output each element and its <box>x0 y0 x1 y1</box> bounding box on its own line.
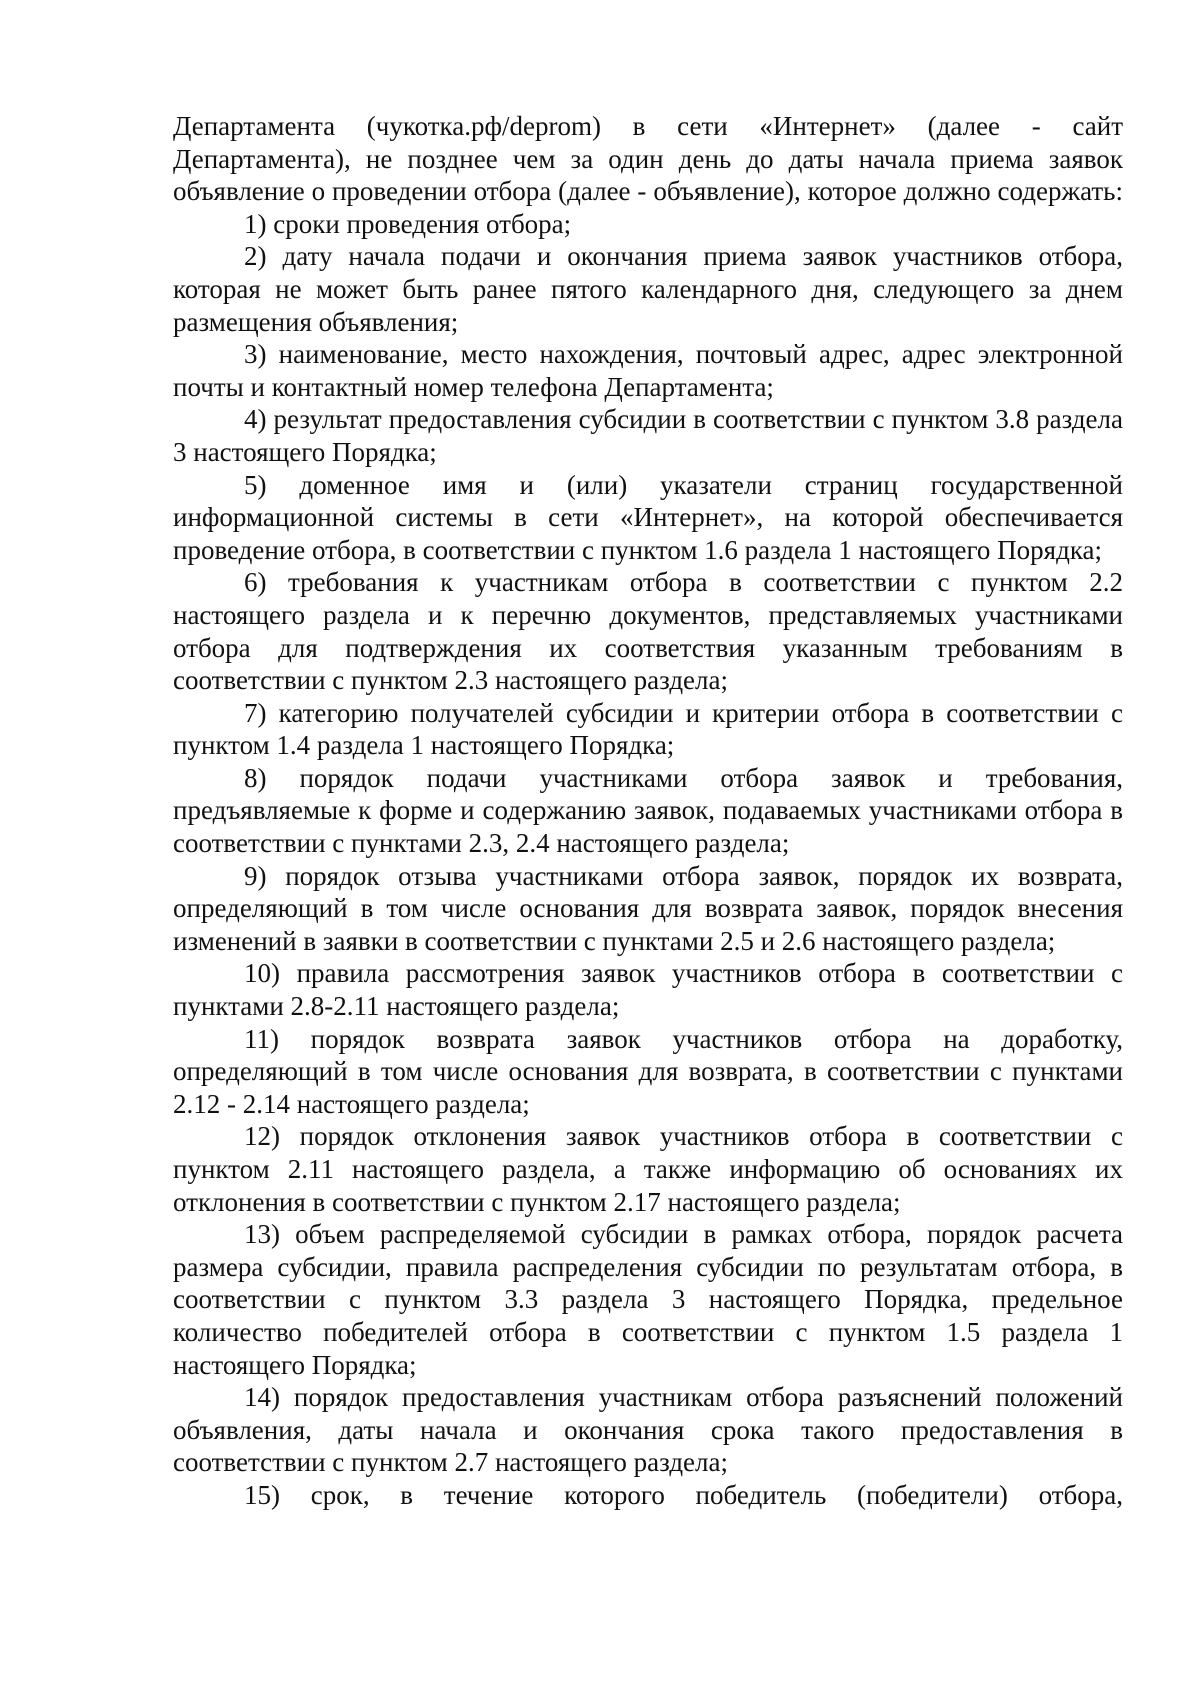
list-item-6: 6) требования к участникам отбора в соответствии с пунктом 2.2 настоящего раздела и к перечню документов, представляемых участниками отбора для подтверждения их соответствия указанным требованиям в соответствии с пунктом 2.3 настоящего раздела; <box>173 567 1123 696</box>
list-item-12: 12) порядок отклонения заявок участников отбора в соответствии с пунктом 2.11 настоящего раздела, а также информацию об основаниях их отклонения в соответствии с пунктом 2.17 настоящего раздела; <box>173 1121 1123 1217</box>
list-item-2: 2) дату начала подачи и окончания приема заявок участников отбора, которая не может быть ранее пятого календарного дня, следующего за днем размещения объявления; <box>173 241 1123 337</box>
list-item-4: 4) результат предоставления субсидии в соответствии с пунктом 3.8 раздела 3 настоящего Порядка; <box>173 404 1123 467</box>
list-item-10: 10) правила рассмотрения заявок участников отбора в соответствии с пунктами 2.8-2.11 настоящего раздела; <box>173 958 1123 1022</box>
list-item-5: 5) доменное имя и (или) указатели страниц государственной информационной системы в сети «Интернет», на которой обеспечивается проведение отбора, в соответствии с пунктом 1.6 раздела 1 настоящего Порядка; <box>173 469 1123 565</box>
list-item-15: 15) срок, в течение которого победитель (победители) отбора, <box>244 1479 1123 1510</box>
list-item-14: 14) порядок предоставления участникам отбора разъяснений положений объявления, даты начала и окончания срока такого предоставления в соответствии с пунктом 2.7 настоящего раздела; <box>173 1382 1123 1478</box>
paragraph-intro: Департамента (чукотка.рф/deprom) в сети «Интернет» (далее - сайт Департамента), не позднее чем за один день до даты начала приема заявок объявление о проведении отбора (далее - объявление), которое должно содержать: <box>173 111 1123 207</box>
document-page <box>173 110 1123 1512</box>
list-item-3: 3) наименование, место нахождения, почтовый адрес, адрес электронной почты и контактный номер телефона Департамента; <box>173 339 1123 402</box>
list-item-7: 7) категорию получателей субсидии и критерии отбора в соответствии с пунктом 1.4 раздела 1 настоящего Порядка; <box>173 697 1123 761</box>
list-item-8: 8) порядок подачи участниками отбора заявок и требования, предъявляемые к форме и содержанию заявок, подаваемых участниками отбора в соответствии с пунктами 2.3, 2.4 настоящего раздела; <box>173 762 1123 859</box>
list-item-1: 1) сроки проведения отбора; <box>244 208 572 239</box>
list-item-13: 13) объем распределяемой субсидии в рамках отбора, порядок расчета размера субсидии, правила распределения субсидии по результатам отбора, в соответствии с пунктом 3.3 раздела 3 настоящего Порядка, предельное количество победителей отбора в соответствии с пунктом 1.5 раздела 1 настоящего Порядка; <box>173 1219 1123 1380</box>
list-item-9: 9) порядок отзыва участниками отбора заявок, порядок их возврата, определяющий в том числе основания для возврата заявок, порядок внесения изменений в заявки в соответствии с пунктами 2.5 и 2.6 настоящего раздела; <box>173 860 1123 956</box>
list-item-11: 11) порядок возврата заявок участников отбора на доработку, определяющий в том числе основания для возврата, в соответствии с пунктами 2.12 - 2.14 настоящего раздела; <box>173 1023 1123 1119</box>
